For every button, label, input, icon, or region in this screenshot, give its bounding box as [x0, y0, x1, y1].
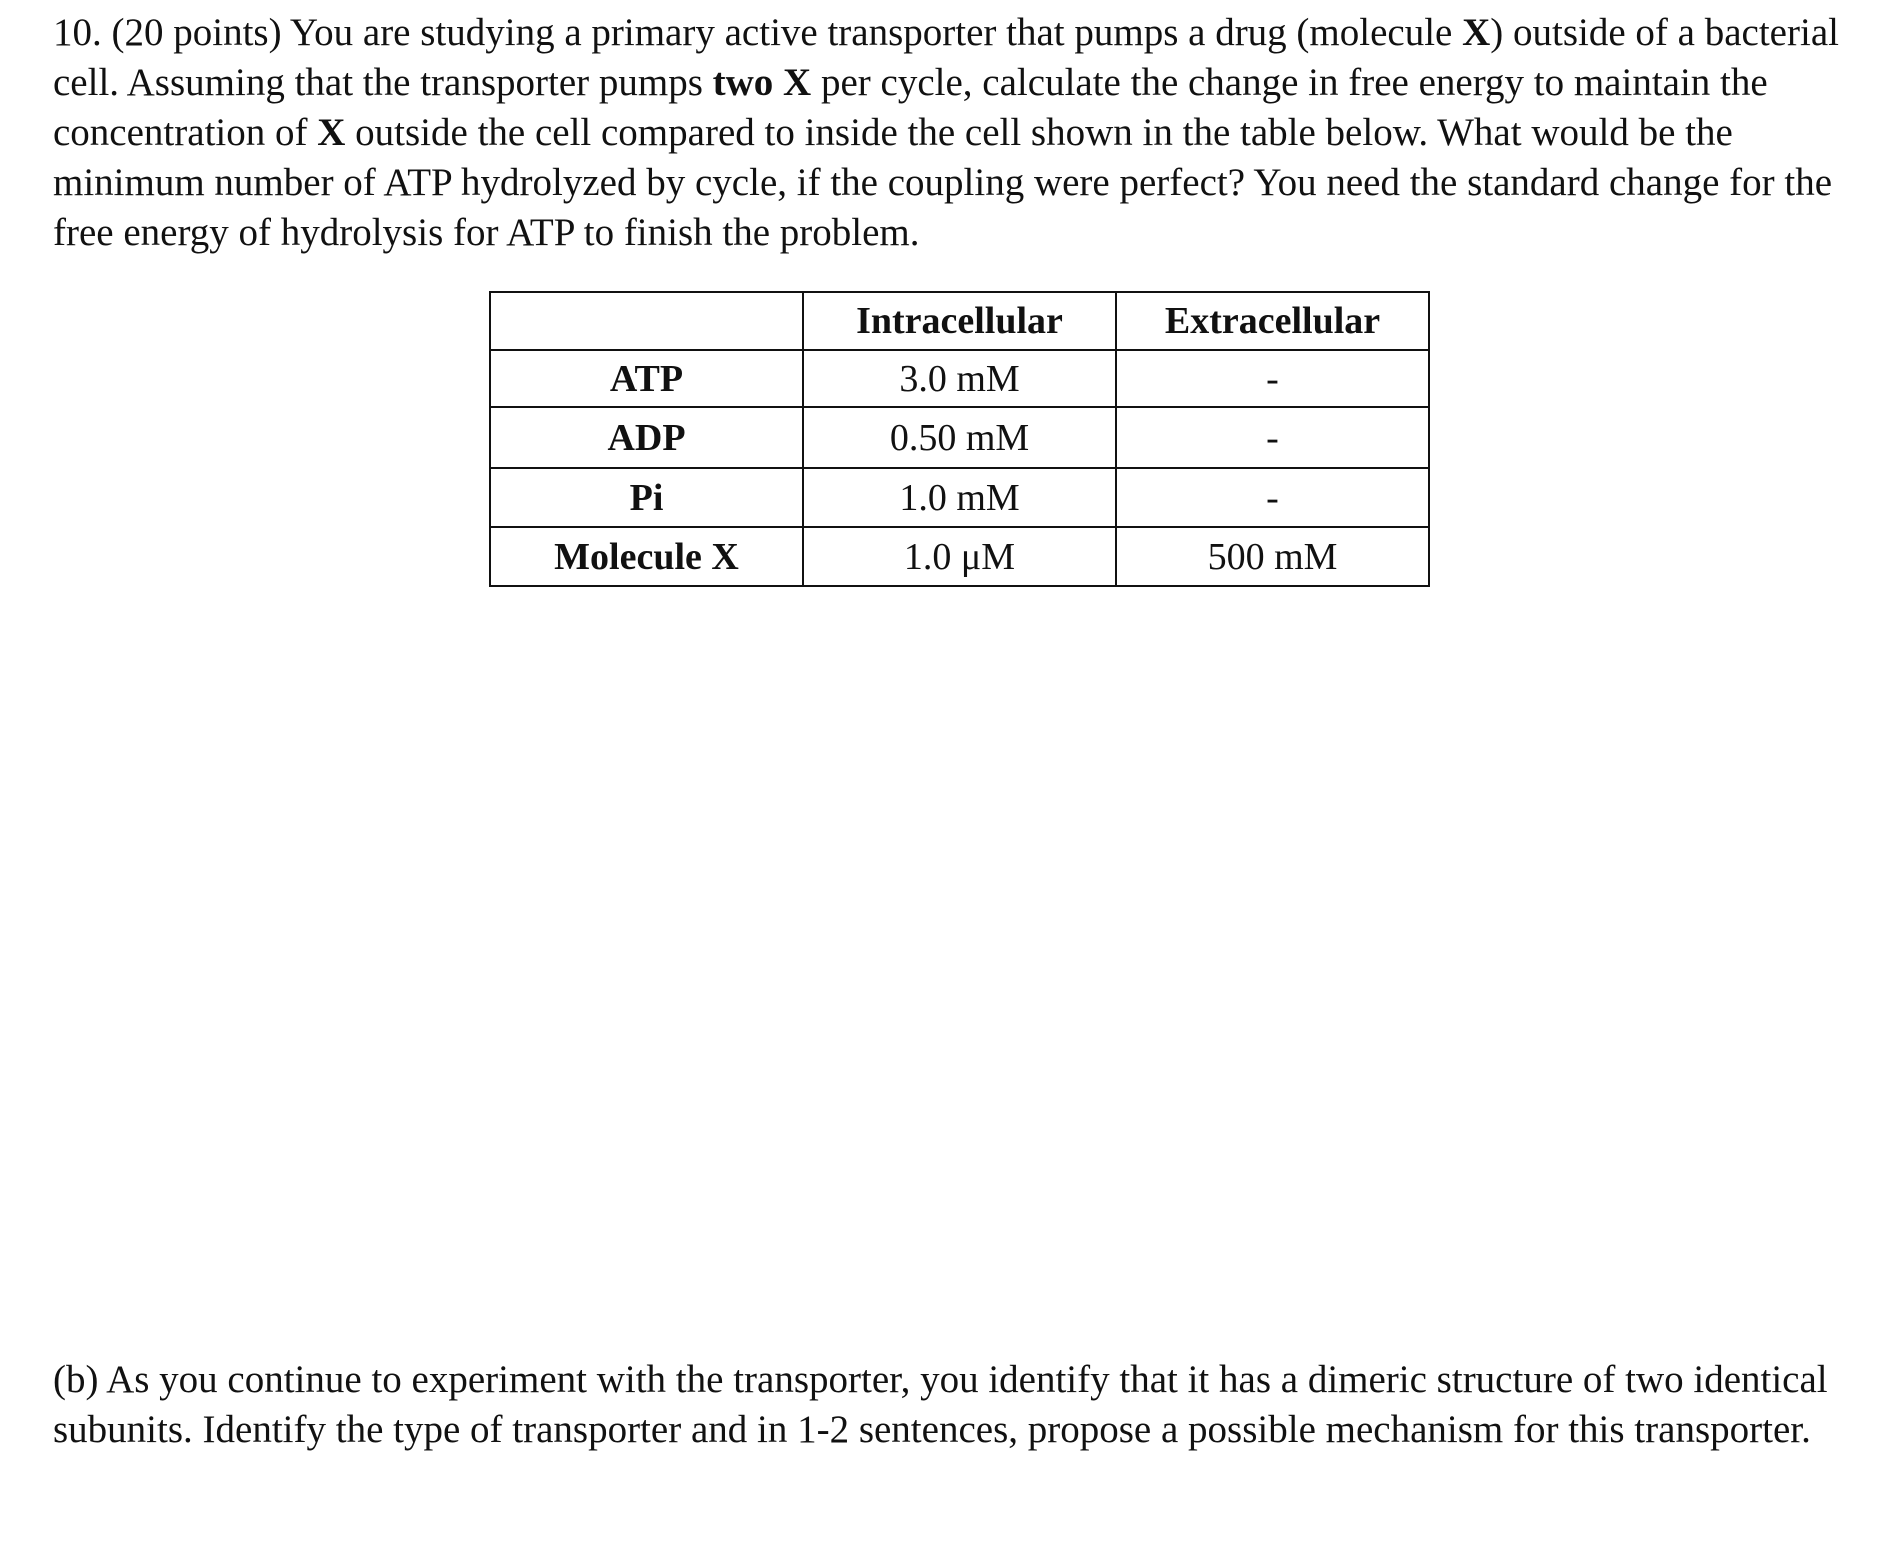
- extracellular-value: -: [1116, 407, 1429, 468]
- question-segment: 10. (20 points) You are studying a primary active transporter that pumps a drug (molecule: [53, 11, 1463, 54]
- molecule-x-emphasis: X: [1462, 11, 1491, 54]
- question-segment: per cycle, calculate the change in free energy to maintain the concentration of: [53, 61, 1768, 154]
- table-header-extracellular: Extracellular: [1116, 292, 1429, 350]
- extracellular-value: -: [1116, 350, 1429, 407]
- intracellular-value: 3.0 mM: [803, 350, 1116, 407]
- table-row: [490, 407, 1429, 468]
- question-segment: ) outside of a bacterial cell. Assuming that the transporter pumps: [53, 11, 1839, 104]
- table-header-intracellular: Intracellular: [803, 292, 1116, 350]
- row-label: ADP: [490, 407, 803, 468]
- question-segment: outside the cell compared to inside the cell shown in the table below. What would be the minimum number of ATP hydrolyzed by cycle, if the coupling were perfect? You need the standard change for the free energy of hydrolysis for ATP to finish the problem.: [53, 111, 1833, 254]
- concentration-table: [489, 291, 1430, 587]
- intracellular-value: 1.0 mM: [803, 468, 1116, 527]
- table-row: [490, 527, 1429, 586]
- row-label: Pi: [490, 468, 803, 527]
- part-b-text: (b) As you continue to experiment with the transporter, you identify that it has a dimeric structure of two identical subunits. Identify the type of transporter and in 1-2 sentences, propose a possible mechanism for this transporter.: [53, 1358, 1828, 1451]
- extracellular-value: -: [1116, 468, 1429, 527]
- intracellular-value: 1.0 μM: [803, 527, 1116, 586]
- intracellular-value: 0.50 mM: [803, 407, 1116, 468]
- table-header-row: [490, 292, 1429, 350]
- extracellular-value: 500 mM: [1116, 527, 1429, 586]
- table-row: [490, 350, 1429, 407]
- table-header-empty: [490, 292, 803, 350]
- molecule-x-emphasis: X: [317, 111, 346, 154]
- concentration-table-wrapper: [489, 291, 1430, 587]
- row-label: Molecule X: [490, 527, 803, 586]
- question-text: [53, 8, 1863, 258]
- table-row: [490, 468, 1429, 527]
- row-label: ATP: [490, 350, 803, 407]
- two-x-emphasis: two X: [712, 61, 812, 104]
